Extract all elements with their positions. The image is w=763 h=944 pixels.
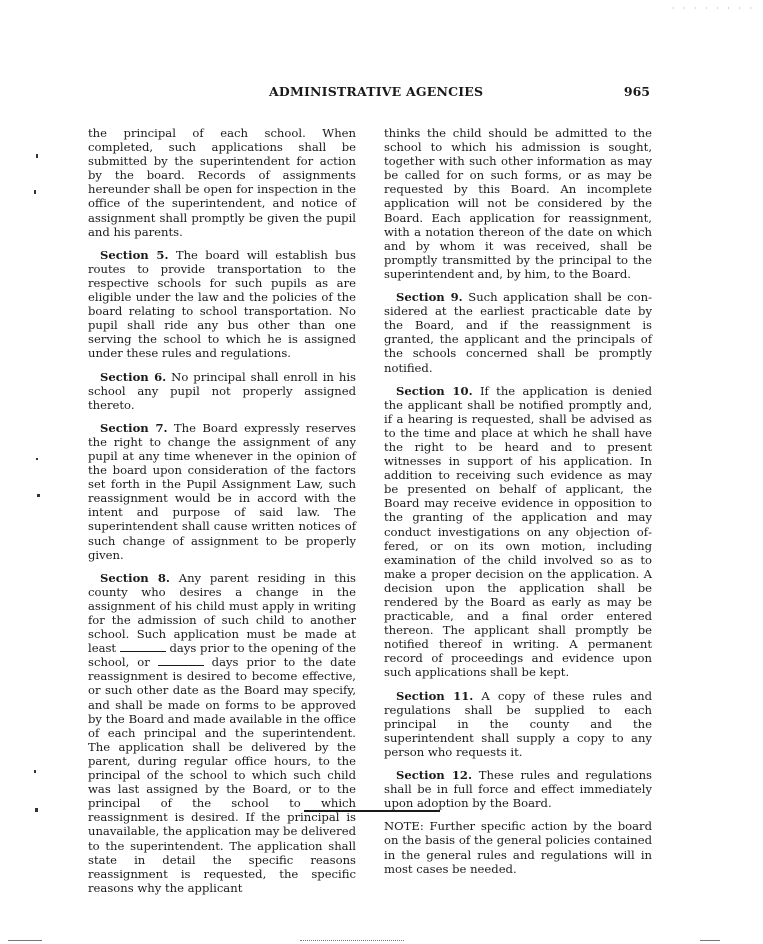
section-text: The Board expressly reserves the right to change the assignment of any pupil at any time whenever in the opinion of the board upon consideration of the factors set forth in the Pupil Assignment Law, such reassignment would be in accord with the intent and purpose of said law. The superintendent shall cause written notices of such change of assignment to be properly given.: [88, 420, 356, 562]
scan-speck: [34, 770, 36, 773]
section-text: days prior to the opening of the school, or: [88, 641, 356, 670]
section-text: If the application is denied the applicant shall be notified promptly and, if a hearing is requested, shall be advised as to the time and place at which he shall have the right to be heard and to present witnesses in support of his application. In addition to receiving such evidence as may be presented on behalf of applicant, the Board may receive evidence in opposition to the granting of the application and may conduct investigations on any objection offered, or on its own motion, including examination of the child involved so as to make a proper decision on the application. A decision upon the application shall be rendered by the Board as early as may be practicable, and a final order entered thereon. The applicant shall promptly be notified thereof in writing. A permanent record of proceedings and evidence upon such applications shall be kept.: [384, 383, 653, 680]
section-9: [384, 290, 652, 375]
scan-edge-line: [8, 940, 42, 941]
section-label: Section 8.: [100, 570, 170, 585]
section-text: Any parent residing in this county who desires a change in the assignment of his child must apply in writing for the admission of such child to another school. Such application must be made at least: [88, 570, 356, 656]
section-12: [384, 768, 652, 810]
scan-speck: [35, 808, 38, 812]
note-paragraph: NOTE: Further specific action by the board on the basis of the general policies contained in the general rules and regulations will in most cases be needed.: [384, 819, 652, 876]
section-label: Section 11.: [396, 688, 474, 703]
left-column: [88, 126, 356, 904]
section-text: Such application shall be considered at the earliest practicable date by the Board, and if the reassignment is granted, the applicant and the principals of the schools concerned shall be promptly notified.: [384, 290, 653, 375]
section-label: Section 7.: [100, 420, 168, 435]
section-10: [384, 384, 652, 680]
section-6: [88, 370, 356, 412]
section-text: The board will establish bus routes to provide transportation to the respective schools for such pupils as are eligible under the law and the policies of the board relating to school transportation. No pupil shall ride any bus other than one serving the school to which he is assigned under these rules and regulations.: [88, 247, 356, 361]
scan-edge-line: [300, 940, 404, 941]
section-text: days prior to the date reassignment is desired to become effective, or such other date as the Board may specify, and shall be made on forms to be approved by the Board and made available in the office of each principal and the superintendent. The application shall be delivered by the parent, during regular office hours, to the principal of the school to which such child was last assigned by the Board, or to the principal of the school to which reassignment is desired. If the principal is unavailable, the application may be delivered to the superintendent. The application shall state in detail the specific reasons reassignment is requested, the specific reasons why the applicant: [88, 655, 356, 895]
scan-speck: [36, 458, 38, 460]
section-text: These rules and regulations shall be in full force and effect immediately upon adoption by the Board.: [384, 768, 652, 811]
scan-artifact-dots: · · · · · · · ·: [671, 4, 755, 13]
page-header: [88, 84, 650, 102]
section-label: Section 10.: [396, 383, 473, 398]
section-label: Section 12.: [396, 768, 473, 783]
section-label: Section 5.: [100, 247, 169, 262]
section-8: [88, 571, 356, 895]
section-5: [88, 248, 356, 361]
page-number: 965: [623, 84, 650, 99]
paragraph-continuation: the principal of each school. When completed, such applications shall be submitted by the superintendent for action by the board. Records of assignments hereunder shall be open for inspection in the office of the superintendent, and notice of assignment shall promptly be given the pupil and his parents.: [88, 126, 356, 239]
scan-edge-line: [700, 940, 720, 941]
paragraph-continuation: thinks the child should be admitted to the school to which his admission is sought, together with such other information as may be called for on such forms, or as may be requested by this Board. An incomplete application will not be considered by the Board. Each application for reassignment, with a notation thereon of the date on which and by whom it was received, shall be promptly transmitted by the principal to the superintendent and, by him, to the Board.: [384, 126, 652, 281]
end-rule: [304, 810, 440, 812]
running-title: ADMINISTRATIVE AGENCIES: [269, 84, 484, 99]
scan-speck: [36, 154, 38, 158]
section-label: Section 9.: [396, 290, 463, 305]
blank-line: [158, 656, 204, 666]
section-label: Section 6.: [100, 369, 167, 384]
section-7: [88, 421, 356, 562]
scan-speck: [34, 190, 36, 194]
scan-speck: [37, 494, 40, 497]
section-text: No principal shall enroll in his school any pupil not properly assigned thereto.: [88, 369, 356, 412]
section-text: A copy of these rules and regulations shall be supplied to each principal in the county and the superintendent shall supply a copy to any person who requests it.: [384, 688, 652, 759]
blank-line: [120, 642, 166, 652]
section-11: [384, 689, 652, 759]
right-column: [384, 126, 652, 885]
